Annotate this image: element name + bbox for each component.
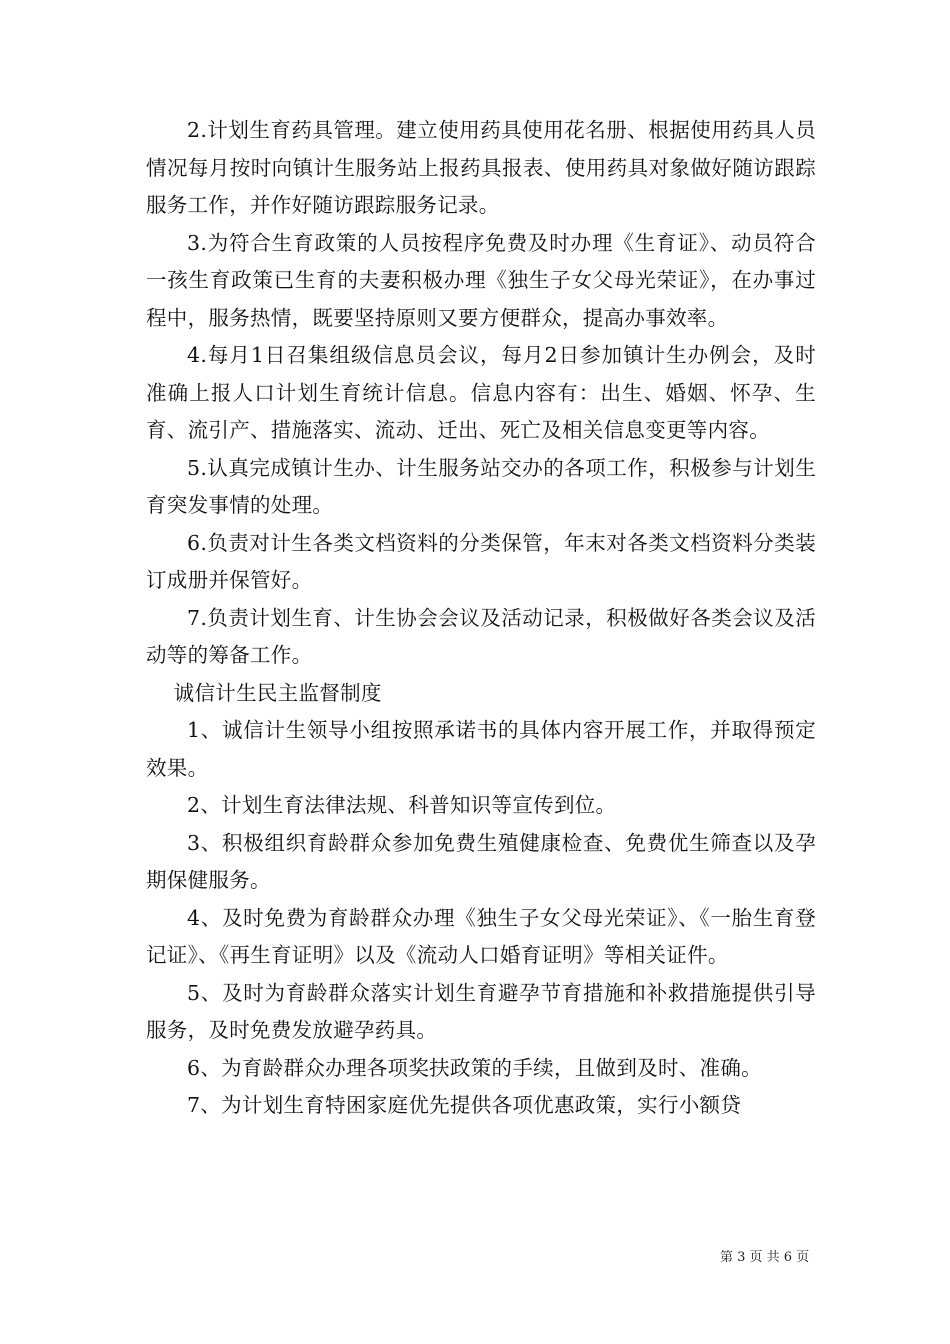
list-item-5: 5、及时为育龄群众落实计划生育避孕节育措施和补救措施提供引导服务，及时免费发放避孕药具。 bbox=[146, 980, 816, 1042]
page-number-footer: 第 3 页 共 6 页 bbox=[720, 1250, 810, 1265]
list-item-7: 7、为计划生育特困家庭优先提供各项优惠政策，实行小额贷 bbox=[187, 1093, 742, 1117]
list-item-6: 6、为育龄群众办理各项奖扶政策的手续，且做到及时、准确。 bbox=[187, 1055, 762, 1080]
list-item-4: 4、及时免费为育龄群众办理《独生子女父母光荣证》、《一胎生育登记证》、《再生育证明》以及《流动人口婚育证明》等相关证件。 bbox=[146, 905, 816, 967]
list-item-2: 2、计划生育法律法规、科普知识等宣传到位。 bbox=[187, 793, 617, 817]
list-item-3: 3、积极组织育龄群众参加免费生殖健康检查、免费优生筛查以及孕期保健服务。 bbox=[146, 830, 816, 892]
paragraph-5: 5.认真完成镇计生办、计生服务站交办的各项工作，积极参与计划生育突发事情的处理。 bbox=[146, 455, 816, 517]
paragraph-4: 4.每月1日召集组级信息员会议，每月2日参加镇计生办例会，及时准确上报人口计划生育统计信息。信息内容有：出生、婚姻、怀孕、生育、流引产、措施落实、流动、迁出、死亡及相关信息变更等内容。 bbox=[146, 343, 816, 442]
paragraph-2: 2.计划生育药具管理。建立使用药具使用花名册、根据使用药具人员情况每月按时向镇计生服务站上报药具报表、使用药具对象做好随访跟踪服务工作，并作好随访跟踪服务记录。 bbox=[146, 118, 816, 217]
paragraph-6: 6.负责对计生各类文档资料的分类保管，年末对各类文档资料分类装订成册并保管好。 bbox=[146, 530, 816, 592]
list-item-1: 1、诚信计生领导小组按照承诺书的具体内容开展工作，并取得预定效果。 bbox=[146, 718, 816, 780]
paragraph-7: 7.负责计划生育、计生协会会议及活动记录，积极做好各类会议及活动等的筹备工作。 bbox=[146, 605, 816, 667]
paragraph-3: 3.为符合生育政策的人员按程序免费及时办理《生育证》、动员符合一孩生育政策已生育的夫妻积极办理《独生子女父母光荣证》，在办事过程中，服务热情，既要坚持原则又要方便群众，提高办事效率。 bbox=[146, 230, 816, 330]
section-title: 诚信计生民主监督制度 bbox=[173, 680, 382, 705]
document-body bbox=[146, 112, 816, 1125]
